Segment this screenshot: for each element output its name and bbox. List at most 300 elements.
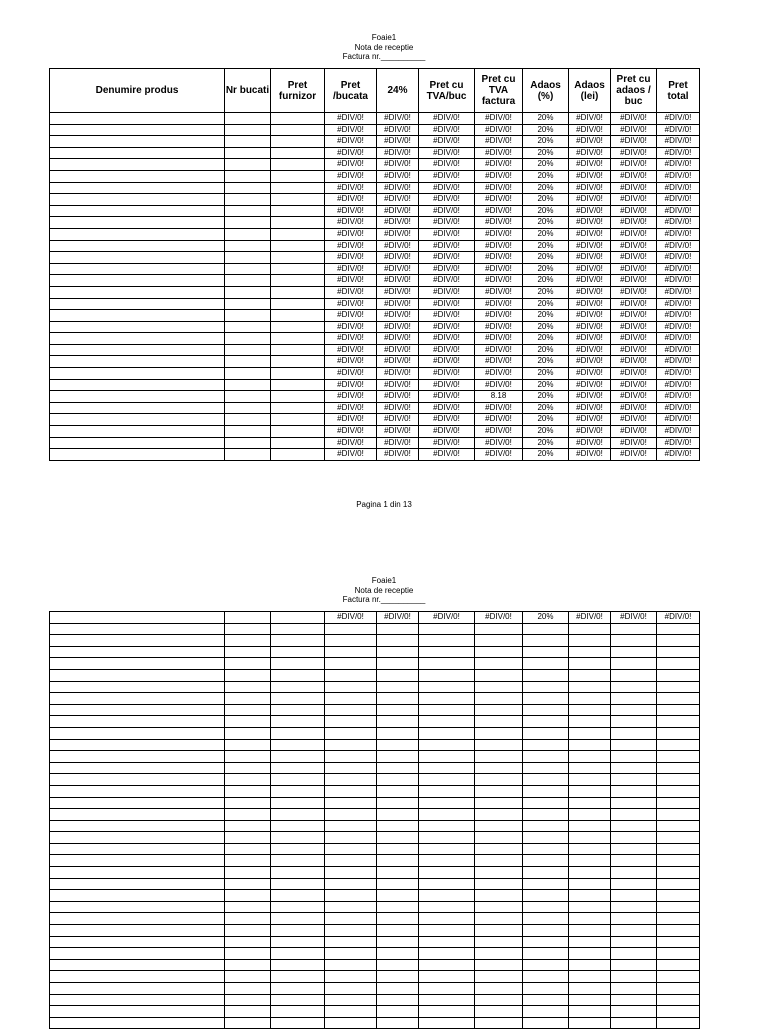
table-cell <box>225 217 271 229</box>
table-cell: 20% <box>523 414 569 426</box>
table-cell <box>611 901 657 913</box>
table-cell <box>475 1017 523 1029</box>
table-cell <box>50 936 225 948</box>
table-cell: #DIV/0! <box>611 379 657 391</box>
table-cell <box>50 774 225 786</box>
table-cell <box>523 785 569 797</box>
table-cell <box>225 751 271 763</box>
table-cell <box>50 797 225 809</box>
table-cell <box>523 716 569 728</box>
table-row <box>50 1006 700 1018</box>
table-cell: #DIV/0! <box>475 228 523 240</box>
table-cell <box>271 809 325 821</box>
table-cell: #DIV/0! <box>419 170 475 182</box>
table-cell <box>225 321 271 333</box>
table-cell <box>271 205 325 217</box>
table-cell <box>377 1017 419 1029</box>
table-cell: #DIV/0! <box>377 205 419 217</box>
table-cell <box>225 681 271 693</box>
table-cell <box>611 925 657 937</box>
table-cell <box>225 936 271 948</box>
table-cell: #DIV/0! <box>419 217 475 229</box>
table-cell <box>611 936 657 948</box>
table-cell <box>271 310 325 322</box>
table-cell <box>657 704 700 716</box>
table-cell <box>569 971 611 983</box>
table-cell <box>419 878 475 890</box>
table-cell <box>271 449 325 461</box>
table-cell: #DIV/0! <box>419 449 475 461</box>
table-row <box>50 623 700 635</box>
table-row <box>50 936 700 948</box>
table-cell <box>377 1006 419 1018</box>
table-cell <box>50 635 225 647</box>
table-row <box>50 275 700 287</box>
table-cell <box>569 983 611 995</box>
table-cell <box>475 971 523 983</box>
table-cell: #DIV/0! <box>325 252 377 264</box>
table-cell <box>611 797 657 809</box>
table-cell <box>475 681 523 693</box>
table-cell <box>611 971 657 983</box>
table-cell: #DIV/0! <box>377 612 419 624</box>
table-cell <box>225 182 271 194</box>
table-cell <box>50 693 225 705</box>
table-cell <box>569 890 611 902</box>
table-cell <box>377 832 419 844</box>
table-cell <box>569 623 611 635</box>
table-cell <box>271 936 325 948</box>
table-cell <box>523 1017 569 1029</box>
table-cell: #DIV/0! <box>377 113 419 125</box>
table-cell <box>569 843 611 855</box>
table-cell: #DIV/0! <box>475 310 523 322</box>
table-cell <box>377 693 419 705</box>
table-row <box>50 426 700 438</box>
table-row <box>50 658 700 670</box>
page-footer: Pagina 1 din 13 <box>356 500 412 509</box>
table-cell: 20% <box>523 356 569 368</box>
table-row <box>50 809 700 821</box>
table-cell <box>50 901 225 913</box>
table-cell: 20% <box>523 391 569 403</box>
table-cell: #DIV/0! <box>657 263 700 275</box>
table-cell: 20% <box>523 298 569 310</box>
table-cell <box>271 159 325 171</box>
table-cell <box>419 623 475 635</box>
table-cell <box>225 379 271 391</box>
table-cell <box>50 913 225 925</box>
table-cell <box>271 797 325 809</box>
table-cell <box>225 704 271 716</box>
table-row <box>50 170 700 182</box>
table-cell <box>523 867 569 879</box>
table-cell <box>271 855 325 867</box>
reception-table-page2 <box>49 611 700 1029</box>
table-cell <box>475 820 523 832</box>
table-cell <box>225 402 271 414</box>
table-cell <box>523 669 569 681</box>
table-cell <box>225 739 271 751</box>
table-cell <box>377 809 419 821</box>
table-cell: 20% <box>523 147 569 159</box>
table-cell <box>657 669 700 681</box>
table-row <box>50 356 700 368</box>
table-cell <box>419 913 475 925</box>
table-cell <box>325 867 377 879</box>
table-cell <box>225 437 271 449</box>
table-cell <box>377 820 419 832</box>
table-cell <box>523 693 569 705</box>
table-cell <box>225 727 271 739</box>
table-cell <box>271 113 325 125</box>
table-cell <box>377 785 419 797</box>
table-cell <box>523 635 569 647</box>
table-cell <box>377 797 419 809</box>
table-cell <box>657 751 700 763</box>
table-cell <box>419 890 475 902</box>
table-cell <box>475 646 523 658</box>
table-cell <box>657 855 700 867</box>
table-cell <box>50 925 225 937</box>
table-cell <box>657 890 700 902</box>
table-cell <box>225 994 271 1006</box>
table-cell <box>611 820 657 832</box>
table-cell <box>523 658 569 670</box>
table-cell <box>657 693 700 705</box>
table-cell <box>225 774 271 786</box>
table-cell: #DIV/0! <box>377 333 419 345</box>
table-cell <box>225 113 271 125</box>
table-cell <box>325 959 377 971</box>
table-row <box>50 901 700 913</box>
table-row <box>50 1017 700 1029</box>
table-cell <box>569 704 611 716</box>
table-cell: #DIV/0! <box>325 368 377 380</box>
table-cell <box>611 727 657 739</box>
table-cell <box>475 658 523 670</box>
table-cell <box>419 716 475 728</box>
table-cell: #DIV/0! <box>419 228 475 240</box>
table-cell: #DIV/0! <box>325 286 377 298</box>
table-cell <box>325 878 377 890</box>
table-cell <box>50 113 225 125</box>
table-cell: #DIV/0! <box>657 298 700 310</box>
table-cell <box>50 785 225 797</box>
table-cell: #DIV/0! <box>377 356 419 368</box>
table-cell <box>271 820 325 832</box>
table-cell <box>325 1017 377 1029</box>
table-cell: #DIV/0! <box>657 286 700 298</box>
table-cell <box>271 182 325 194</box>
table-cell <box>611 1006 657 1018</box>
table-cell: 20% <box>523 275 569 287</box>
table-cell <box>225 612 271 624</box>
table-cell <box>50 959 225 971</box>
table-cell <box>50 402 225 414</box>
table-row <box>50 240 700 252</box>
table-cell: #DIV/0! <box>569 426 611 438</box>
table-cell <box>419 1017 475 1029</box>
table-cell <box>225 124 271 136</box>
table-cell: #DIV/0! <box>475 205 523 217</box>
table-cell: 20% <box>523 124 569 136</box>
table-cell: #DIV/0! <box>569 310 611 322</box>
table-cell <box>271 785 325 797</box>
table-cell <box>523 809 569 821</box>
table-cell <box>657 948 700 960</box>
table-cell: #DIV/0! <box>657 113 700 125</box>
table-cell: #DIV/0! <box>611 437 657 449</box>
table-cell <box>50 194 225 206</box>
table-cell <box>377 762 419 774</box>
table-cell: #DIV/0! <box>657 147 700 159</box>
table-cell <box>569 1017 611 1029</box>
table-cell <box>523 739 569 751</box>
table-cell <box>325 843 377 855</box>
table-cell <box>225 286 271 298</box>
table-cell <box>50 878 225 890</box>
table-cell <box>475 785 523 797</box>
table-cell <box>225 878 271 890</box>
table-cell: #DIV/0! <box>657 217 700 229</box>
table-cell <box>225 971 271 983</box>
table-cell <box>50 275 225 287</box>
table-cell <box>377 867 419 879</box>
table-cell <box>569 739 611 751</box>
table-cell: #DIV/0! <box>657 182 700 194</box>
table-cell <box>225 240 271 252</box>
table-cell: #DIV/0! <box>377 147 419 159</box>
table-cell: #DIV/0! <box>611 344 657 356</box>
table-cell <box>271 948 325 960</box>
table-cell <box>50 298 225 310</box>
table-cell <box>225 275 271 287</box>
table-cell: #DIV/0! <box>419 612 475 624</box>
table-cell <box>271 240 325 252</box>
table-cell <box>569 936 611 948</box>
table-cell <box>225 1006 271 1018</box>
table-cell <box>271 1017 325 1029</box>
table-cell <box>377 878 419 890</box>
table-cell: #DIV/0! <box>569 147 611 159</box>
table-cell: #DIV/0! <box>657 612 700 624</box>
table-row <box>50 913 700 925</box>
table-cell <box>271 298 325 310</box>
table-cell: 20% <box>523 344 569 356</box>
table-cell: #DIV/0! <box>611 136 657 148</box>
table-cell: #DIV/0! <box>419 240 475 252</box>
table-cell <box>419 936 475 948</box>
table-cell <box>657 936 700 948</box>
col-header: Pret /bucata <box>325 69 377 113</box>
table-cell <box>419 658 475 670</box>
table-cell: #DIV/0! <box>377 344 419 356</box>
sheet-name: Foaie1 <box>371 576 397 585</box>
table-cell: #DIV/0! <box>569 159 611 171</box>
table-cell: #DIV/0! <box>377 170 419 182</box>
table-cell <box>475 832 523 844</box>
table-row <box>50 194 700 206</box>
table-cell <box>225 356 271 368</box>
table-cell <box>325 913 377 925</box>
table-cell: #DIV/0! <box>419 194 475 206</box>
table-cell <box>611 948 657 960</box>
invoice-number-line: Factura nr.__________ <box>342 52 426 62</box>
table-row <box>50 762 700 774</box>
table-cell <box>475 751 523 763</box>
table-cell: #DIV/0! <box>475 194 523 206</box>
table-cell <box>50 310 225 322</box>
page2-header <box>0 576 768 605</box>
table-cell <box>419 809 475 821</box>
table-row <box>50 994 700 1006</box>
table-cell <box>50 832 225 844</box>
table-cell <box>271 368 325 380</box>
table-cell <box>569 832 611 844</box>
table-cell <box>523 751 569 763</box>
table-cell <box>225 136 271 148</box>
table-cell <box>271 402 325 414</box>
table-cell <box>271 646 325 658</box>
table-row <box>50 843 700 855</box>
table-cell <box>271 437 325 449</box>
table-cell: #DIV/0! <box>419 263 475 275</box>
table-cell <box>50 263 225 275</box>
table-cell <box>271 170 325 182</box>
table-cell: #DIV/0! <box>657 228 700 240</box>
table-cell: 20% <box>523 194 569 206</box>
table-cell: #DIV/0! <box>325 402 377 414</box>
table-cell <box>611 704 657 716</box>
table-cell <box>611 785 657 797</box>
table-cell <box>569 762 611 774</box>
table-cell: 20% <box>523 170 569 182</box>
table-cell <box>225 426 271 438</box>
table-cell <box>50 820 225 832</box>
table-cell: #DIV/0! <box>569 449 611 461</box>
table-cell <box>325 681 377 693</box>
table-cell <box>611 994 657 1006</box>
table-cell <box>657 913 700 925</box>
table-cell: #DIV/0! <box>325 205 377 217</box>
table-cell <box>225 890 271 902</box>
table-cell <box>569 646 611 658</box>
table-cell <box>377 959 419 971</box>
table-cell <box>611 751 657 763</box>
table-cell <box>377 658 419 670</box>
table-cell <box>377 704 419 716</box>
table-cell <box>657 983 700 995</box>
table-cell: #DIV/0! <box>419 113 475 125</box>
table-cell <box>325 623 377 635</box>
reception-table-page1 <box>49 68 700 461</box>
table-cell <box>569 959 611 971</box>
table-cell: #DIV/0! <box>419 275 475 287</box>
table-cell <box>225 159 271 171</box>
table-cell <box>475 716 523 728</box>
table-cell: #DIV/0! <box>611 333 657 345</box>
table-cell <box>225 147 271 159</box>
table-row <box>50 820 700 832</box>
table-cell <box>611 843 657 855</box>
table-row <box>50 635 700 647</box>
table-cell <box>569 855 611 867</box>
table-cell <box>225 913 271 925</box>
table-cell <box>419 983 475 995</box>
col-header: Pret total <box>657 69 700 113</box>
table-cell <box>569 1006 611 1018</box>
table-row <box>50 298 700 310</box>
table-row <box>50 890 700 902</box>
table-cell <box>419 925 475 937</box>
table-cell <box>50 855 225 867</box>
table-cell <box>271 681 325 693</box>
table-cell <box>50 252 225 264</box>
table-cell <box>377 739 419 751</box>
table-cell <box>611 635 657 647</box>
table-cell <box>325 994 377 1006</box>
table-cell: 20% <box>523 113 569 125</box>
table-cell <box>611 855 657 867</box>
table-cell <box>271 426 325 438</box>
table-cell: #DIV/0! <box>419 147 475 159</box>
table-cell <box>419 843 475 855</box>
table-cell <box>225 948 271 960</box>
table-cell <box>377 925 419 937</box>
table-cell <box>50 426 225 438</box>
table-cell <box>377 681 419 693</box>
table-cell <box>419 820 475 832</box>
table-cell <box>611 809 657 821</box>
table-cell: #DIV/0! <box>377 182 419 194</box>
table-cell <box>377 623 419 635</box>
table-row <box>50 797 700 809</box>
table-cell <box>225 797 271 809</box>
table-cell <box>325 693 377 705</box>
table-cell <box>377 716 419 728</box>
table-cell <box>271 843 325 855</box>
table-cell: #DIV/0! <box>419 310 475 322</box>
table-cell: #DIV/0! <box>377 252 419 264</box>
table-cell <box>377 936 419 948</box>
table-cell <box>325 751 377 763</box>
table-row <box>50 704 700 716</box>
table-cell: #DIV/0! <box>325 159 377 171</box>
table-cell <box>657 959 700 971</box>
table-cell <box>225 449 271 461</box>
table-cell: #DIV/0! <box>611 263 657 275</box>
col-header: Nr bucati <box>225 69 271 113</box>
table-cell: #DIV/0! <box>325 333 377 345</box>
table-cell: #DIV/0! <box>325 437 377 449</box>
table-cell <box>611 762 657 774</box>
table-cell <box>50 948 225 960</box>
table-cell <box>325 948 377 960</box>
table-cell <box>50 449 225 461</box>
table-cell <box>225 194 271 206</box>
table-cell: #DIV/0! <box>569 124 611 136</box>
table-cell: #DIV/0! <box>325 240 377 252</box>
table-cell <box>377 727 419 739</box>
table-cell <box>657 727 700 739</box>
table-cell <box>377 983 419 995</box>
table-cell: 20% <box>523 252 569 264</box>
table-cell: #DIV/0! <box>475 124 523 136</box>
table-cell <box>523 983 569 995</box>
table-cell <box>225 809 271 821</box>
table-cell <box>523 646 569 658</box>
